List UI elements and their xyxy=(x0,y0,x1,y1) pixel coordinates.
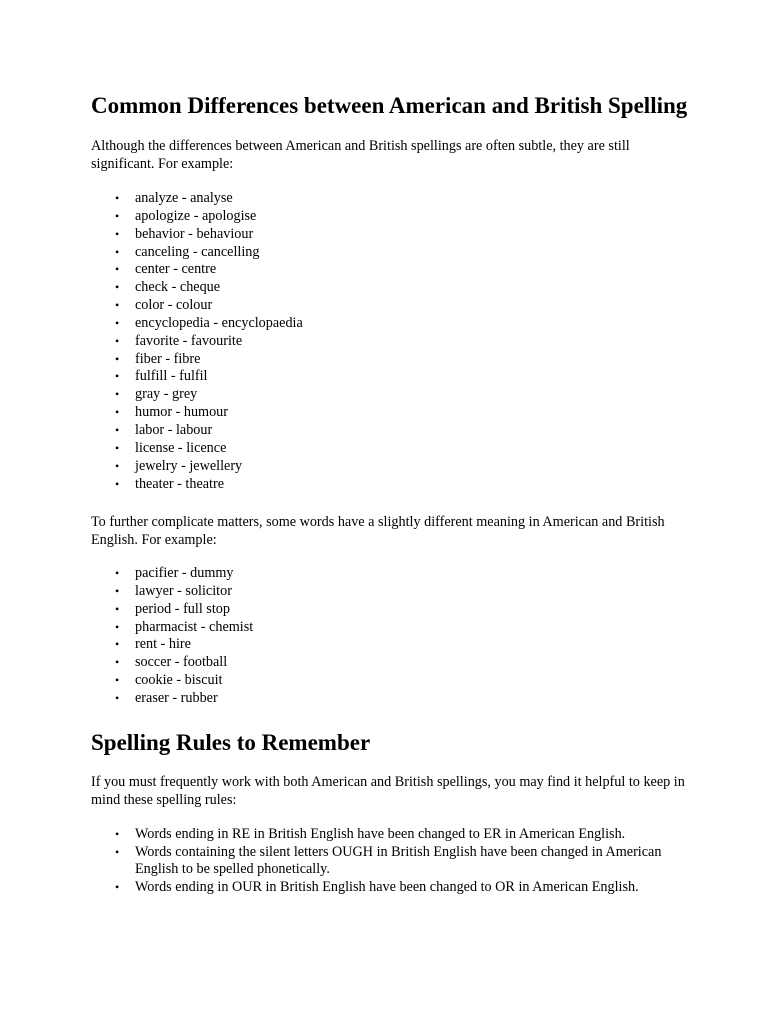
spelling-pair-item xyxy=(91,368,303,386)
spelling-pair-item-text: apologize - apologise xyxy=(135,207,257,224)
bullet-icon: • xyxy=(115,244,120,259)
section-heading: Spelling Rules to Remember xyxy=(91,730,371,755)
bullet-icon: • xyxy=(115,422,120,437)
spelling-pair-item xyxy=(91,476,303,494)
meaning-pairs-list xyxy=(91,565,253,708)
spelling-pair-item-text: check - cheque xyxy=(135,279,221,296)
bullet-icon: • xyxy=(115,226,120,241)
bullet-icon: • xyxy=(115,315,120,330)
spelling-pair-item-text: humor - humour xyxy=(135,404,228,421)
bullet-icon: • xyxy=(115,690,120,705)
meaning-pair-item-text: cookie - biscuit xyxy=(135,672,223,689)
bullet-icon: • xyxy=(115,280,120,295)
spelling-pair-item xyxy=(91,261,303,279)
meaning-pair-item xyxy=(91,672,253,690)
spelling-pair-item xyxy=(91,190,303,208)
meaning-pair-item-text: soccer - football xyxy=(135,654,228,671)
rule-item-text: Words containing the silent letters OUGH in British English have been changed in American English to be spelled phonetically. xyxy=(135,843,662,877)
rule-item xyxy=(91,879,695,897)
bullet-icon: • xyxy=(115,601,120,616)
spelling-pair-item xyxy=(91,440,303,458)
intro-paragraph: Although the differences between American and British spellings are often subtle, they are still significant. For example: xyxy=(91,138,630,172)
rule-item xyxy=(91,844,695,879)
spelling-pair-item-text: fulfill - fulfil xyxy=(135,368,208,385)
meaning-pair-item-text: rent - hire xyxy=(135,636,191,653)
spelling-pair-item-text: gray - grey xyxy=(135,386,198,403)
bullet-icon: • xyxy=(115,879,120,894)
spelling-pair-item-text: labor - labour xyxy=(135,421,213,438)
bullet-icon: • xyxy=(115,827,120,841)
spelling-pair-item xyxy=(91,333,303,351)
spelling-pair-item-text: color - colour xyxy=(135,297,213,314)
spelling-pair-item-text: center - centre xyxy=(135,261,217,278)
spelling-pair-item xyxy=(91,422,303,440)
spelling-pair-item xyxy=(91,226,303,244)
bullet-icon: • xyxy=(115,440,120,455)
meaning-pair-item xyxy=(91,601,253,619)
bullet-icon: • xyxy=(115,844,120,859)
bullet-icon: • xyxy=(115,298,120,313)
spelling-pairs-list xyxy=(91,190,303,493)
meaning-pair-item xyxy=(91,690,253,708)
spelling-pair-item xyxy=(91,297,303,315)
meaning-pair-item-text: pharmacist - chemist xyxy=(135,618,254,635)
spelling-pair-item-text: fiber - fibre xyxy=(135,350,201,367)
bullet-icon: • xyxy=(115,208,120,223)
meaning-pair-item-text: pacifier - dummy xyxy=(135,565,234,581)
spelling-pair-item-text: canceling - cancelling xyxy=(135,243,260,260)
meaning-pair-item-text: lawyer - solicitor xyxy=(135,582,232,599)
spelling-pair-item-text: license - licence xyxy=(135,439,227,456)
bullet-icon: • xyxy=(115,262,120,277)
rules-intro-paragraph: If you must frequently work with both American and British spellings, you may find it helpful to keep in mind these spelling rules: xyxy=(91,774,685,808)
page-title: Common Differences between American and British Spelling xyxy=(91,93,688,118)
bullet-icon: • xyxy=(115,333,120,348)
bullet-icon: • xyxy=(115,673,120,688)
rule-item-text: Words ending in RE in British English have been changed to ER in American English. xyxy=(135,826,626,842)
bullet-icon: • xyxy=(115,191,120,205)
spelling-pair-item xyxy=(91,404,303,422)
meaning-pair-item-text: eraser - rubber xyxy=(135,689,218,706)
meaning-intro-paragraph: To further complicate matters, some words have a slightly different meaning in American and British English. For example: xyxy=(91,514,665,548)
bullet-icon: • xyxy=(115,351,120,366)
bullet-icon: • xyxy=(115,369,120,384)
spelling-pair-item xyxy=(91,458,303,476)
spelling-pair-item xyxy=(91,244,303,262)
spelling-pair-item xyxy=(91,351,303,369)
meaning-pair-item xyxy=(91,636,253,654)
bullet-icon: • xyxy=(115,583,120,598)
spelling-rules-list xyxy=(91,826,695,896)
bullet-icon: • xyxy=(115,458,120,473)
bullet-icon: • xyxy=(115,655,120,670)
meaning-pair-item xyxy=(91,565,253,583)
meaning-pair-item xyxy=(91,654,253,672)
meaning-pair-item xyxy=(91,619,253,637)
bullet-icon: • xyxy=(115,476,120,491)
spelling-pair-item-text: jewelry - jewellery xyxy=(135,457,243,474)
meaning-pair-item xyxy=(91,583,253,601)
rule-item xyxy=(91,826,695,844)
meaning-pair-item-text: period - full stop xyxy=(135,600,230,617)
rule-item-text: Words ending in OUR in British English have been changed to OR in American English. xyxy=(135,878,639,895)
bullet-icon: • xyxy=(115,637,120,652)
spelling-pair-item-text: theater - theatre xyxy=(135,475,225,492)
bullet-icon: • xyxy=(115,566,120,580)
spelling-pair-item-text: behavior - behaviour xyxy=(135,225,254,242)
spelling-pair-item xyxy=(91,208,303,226)
spelling-pair-item xyxy=(91,279,303,297)
bullet-icon: • xyxy=(115,405,120,420)
bullet-icon: • xyxy=(115,619,120,634)
spelling-pair-item-text: encyclopedia - encyclopaedia xyxy=(135,314,303,331)
spelling-pair-item-text: analyze - analyse xyxy=(135,190,233,206)
bullet-icon: • xyxy=(115,387,120,402)
spelling-pair-item xyxy=(91,315,303,333)
spelling-pair-item xyxy=(91,386,303,404)
spelling-pair-item-text: favorite - favourite xyxy=(135,332,243,349)
